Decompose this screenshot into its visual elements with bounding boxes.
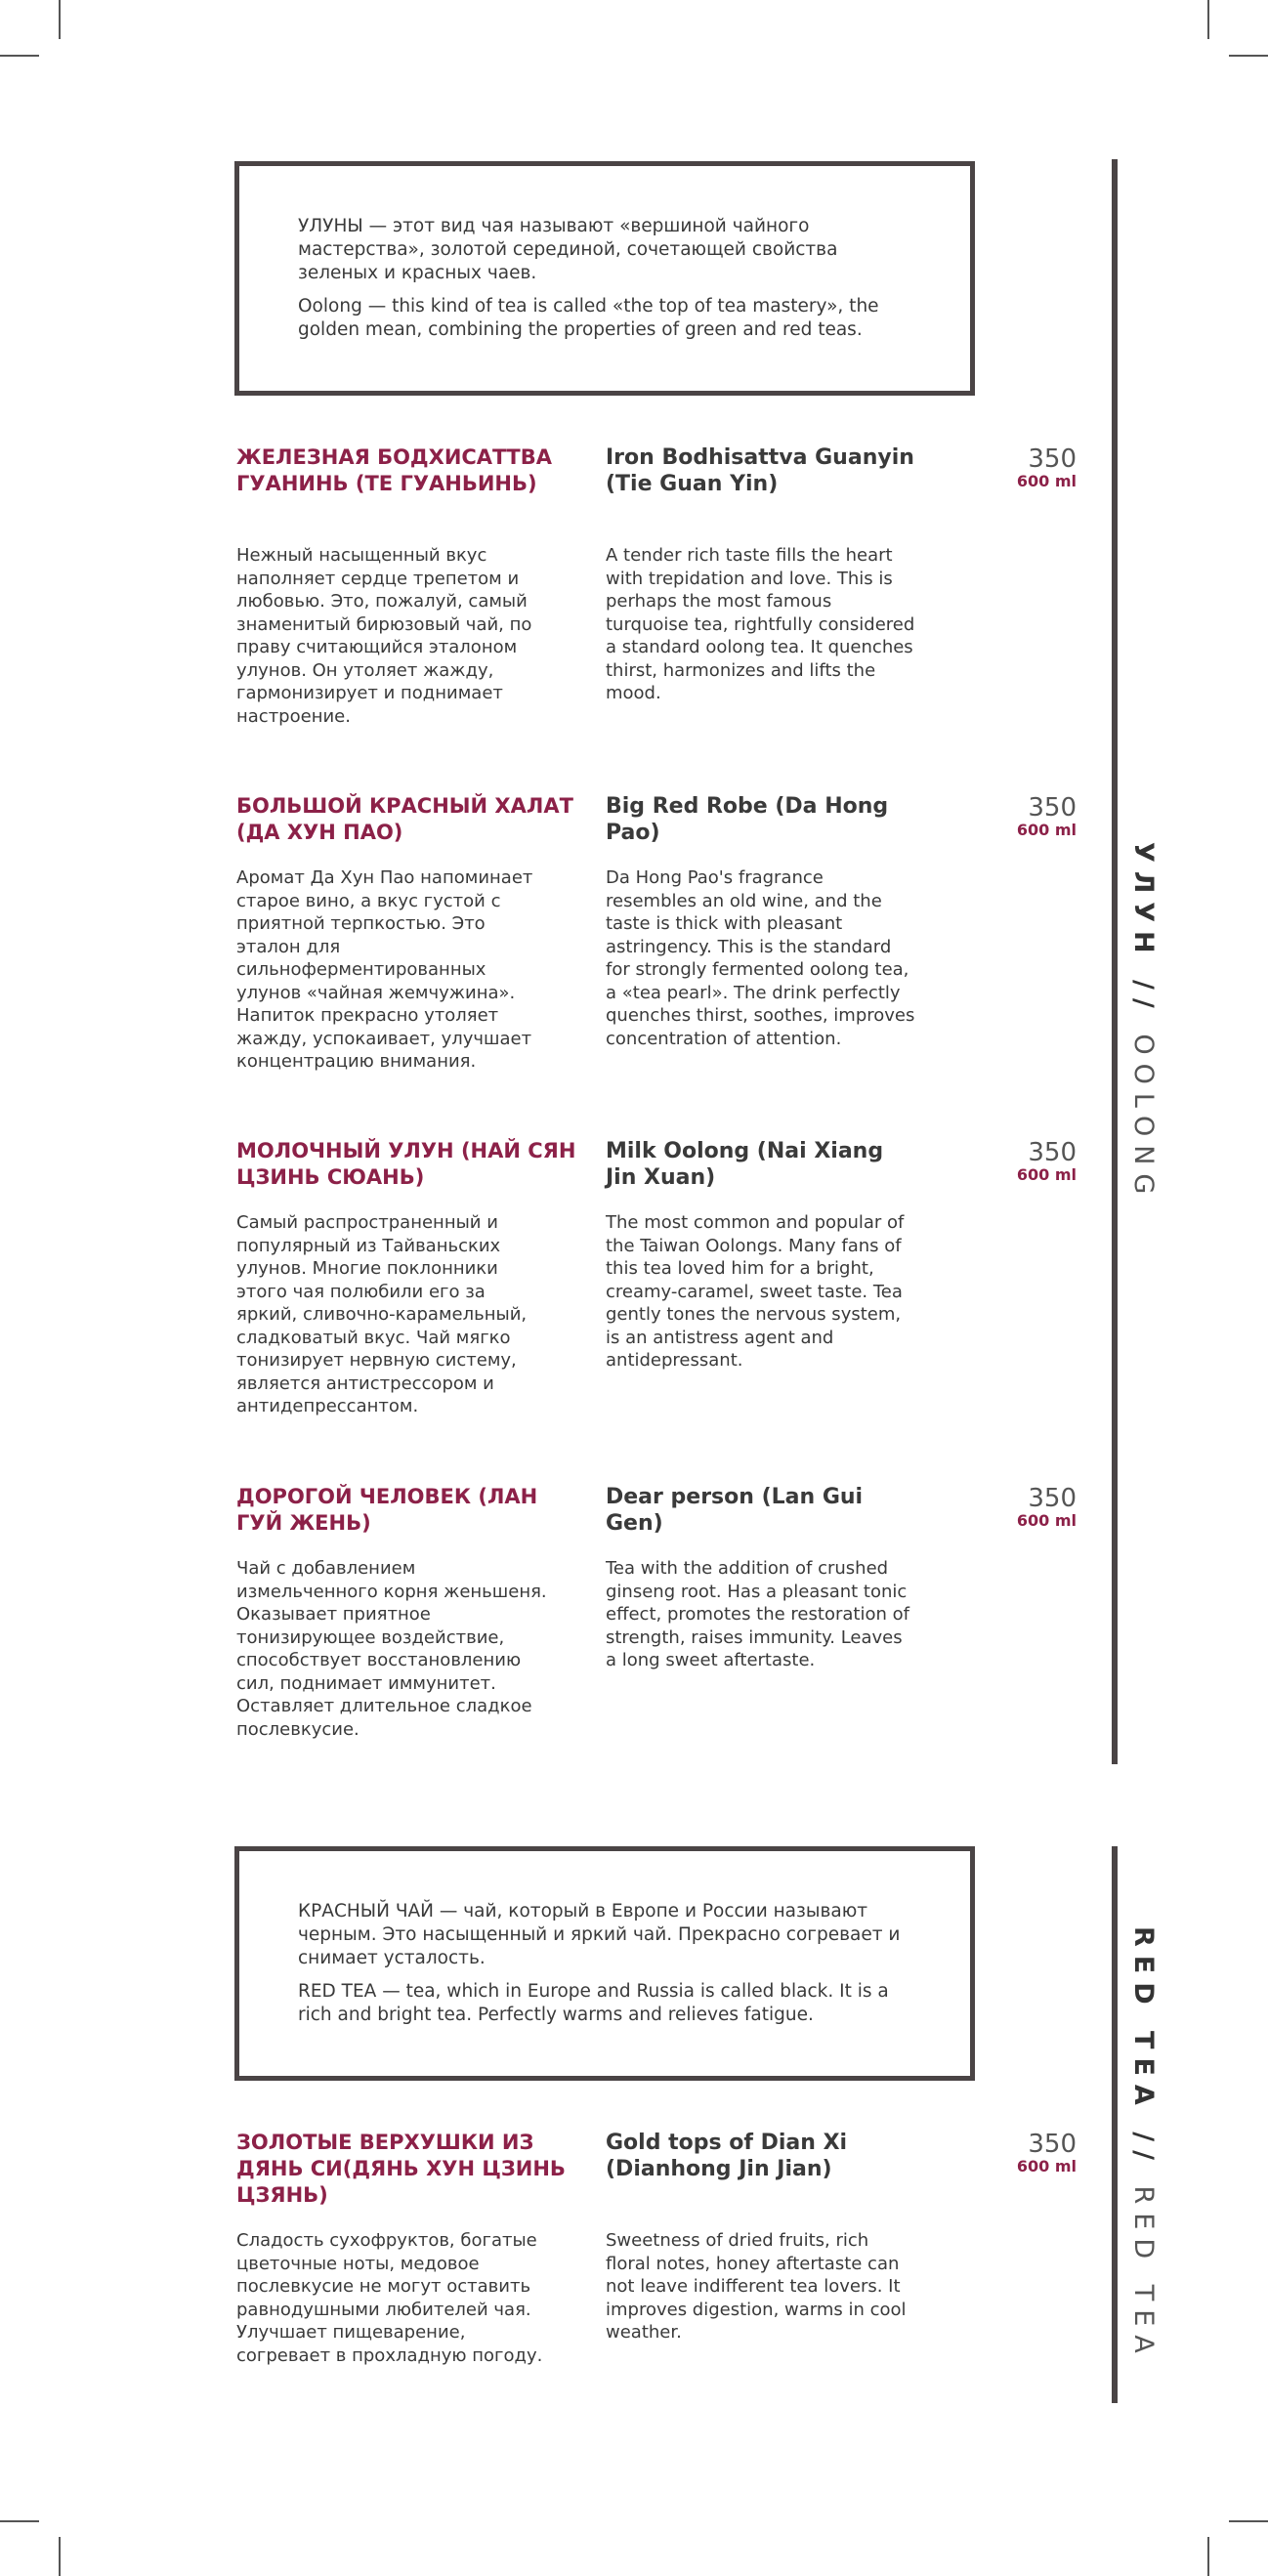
crop-mark (59, 0, 61, 39)
item-desc-ru: Аромат Да Хун Пао напоминает старое вино, а вкус густой с приятной терпкостью. Это эталон для сильноферментированных улунов «чайная жемчужина». Напиток прекрасно утоляет жажду, успокаивает, улучшает концентрацию внимания. (236, 867, 533, 1072)
red-tea-label-bold: RED TEA // (1128, 1926, 1159, 2169)
item-desc-ru: Самый распространенный и популярный из Тайваньских улунов. Многие поклонники этого чая полюбили его за яркий, сливочно-карамельный, сладковатый вкус. Чай мягко тонизирует нервную систему, является антистрессором и антидепрессантом. (236, 1212, 528, 1416)
oolong-intro-ru: УЛУНЫ — этот вид чая называют «вершиной чайного мастерства», золотой серединой, сочетающей свойства зеленых и красных чаев. (298, 216, 838, 283)
menu-item (236, 444, 1077, 757)
red-tea-intro-en: RED TEA — tea, which in Europe and Russia is called black. It is a rich and bright tea. Perfectly warms and relieves fatigue. (298, 1981, 889, 2025)
item-volume: 600 ml (1016, 2157, 1077, 2175)
red-tea-intro-ru: КРАСНЫЙ ЧАЙ — чай, который в Европе и России называют черным. Это насыщенный и яркий чай. Прекрасно согревает и снимает усталость. (298, 1901, 901, 1968)
item-desc-en: Tea with the addition of crushed ginseng root. Has a pleasant tonic effect, promotes the restoration of strength, raises immunity. Leaves a long sweet aftertaste. (606, 1558, 909, 1670)
red-tea-intro-box (234, 1846, 975, 2081)
item-volume: 600 ml (1016, 1511, 1077, 1530)
menu-item (236, 793, 1077, 1106)
red-tea-label-thin: RED TEA (1128, 2185, 1159, 2362)
crop-mark (0, 2520, 39, 2522)
menu-item (236, 1484, 1077, 1777)
oolong-side-bar (1112, 159, 1118, 1764)
item-volume: 600 ml (1016, 472, 1077, 490)
item-title-ru: ЗОЛОТЫЕ ВЕРХУШКИ ИЗ ДЯНЬ СИ(ДЯНЬ ХУН ЦЗИНЬ ЦЗЯНЬ) (236, 2131, 566, 2207)
crop-mark (1207, 2537, 1209, 2576)
item-volume: 600 ml (1016, 821, 1077, 839)
item-volume: 600 ml (1016, 1165, 1077, 1184)
item-title-en: Iron Bodhisattva Guanyin (Tie Guan Yin) (606, 445, 914, 496)
oolong-side-label (1128, 842, 1159, 1203)
item-title-ru: ЖЕЛЕЗНАЯ БОДХИСАТТВА ГУАНИНЬ (ТЕ ГУАНЬИНЬ) (236, 445, 552, 495)
oolong-intro-en: Oolong — this kind of tea is called «the top of tea mastery», the golden mean, combining the properties of green and red teas. (298, 296, 879, 340)
red-tea-side-label (1128, 1926, 1159, 2362)
crop-mark (1207, 0, 1209, 39)
item-desc-ru: Сладость сухофруктов, богатые цветочные ноты, медовое послевкусие не могут оставить равнодушными любителей чая. Улучшает пищеварение, согревает в прохладную погоду. (236, 2230, 543, 2366)
item-title-en: Gold tops of Dian Xi (Dianhong Jin Jian) (606, 2131, 848, 2181)
item-price: 350 (1028, 793, 1077, 823)
item-title-ru: ДОРОГОЙ ЧЕЛОВЕК (ЛАН ГУЙ ЖЕНЬ) (236, 1485, 538, 1535)
oolong-intro-box (234, 161, 975, 396)
item-desc-ru: Чай с добавлением измельченного корня женьшеня. Оказывает приятное тонизирующее воздействие, способствует восстановлению сил, поднимает иммунитет. Оставляет длительное сладкое послевкусие. (236, 1558, 547, 1740)
crop-mark (1229, 55, 1268, 57)
crop-mark (0, 55, 39, 57)
crop-mark (59, 2537, 61, 2576)
item-title-en: Big Red Robe (Da Hong Pao) (606, 794, 889, 845)
menu-item (236, 1138, 1077, 1451)
oolong-label-bold: УЛУН // (1128, 842, 1159, 1017)
item-price: 350 (1028, 1484, 1077, 1513)
item-title-en: Milk Oolong (Nai Xiang Jin Xuan) (606, 1139, 884, 1190)
item-desc-en: Sweetness of dried fruits, rich floral notes, honey aftertaste can not leave indifferent tea lovers. It improves digestion, warms in cool weather. (606, 2230, 907, 2343)
item-desc-ru: Нежный насыщенный вкус наполняет сердце трепетом и любовью. Это, пожалуй, самый знаменитый бирюзовый чай, по праву считающийся эталоном улунов. Он утоляет жажду, гармонизирует и поднимает настроение. (236, 545, 532, 727)
item-title-en: Dear person (Lan Gui Gen) (606, 1485, 864, 1536)
item-desc-en: The most common and popular of the Taiwan Oolongs. Many fans of this tea loved him for a bright, creamy-caramel, sweet taste. Tea gently tones the nervous system, is an antistress agent and antidepressant. (606, 1212, 905, 1371)
item-title-ru: МОЛОЧНЫЙ УЛУН (НАЙ СЯН ЦЗИНЬ СЮАНЬ) (236, 1139, 576, 1189)
item-title-ru: БОЛЬШОЙ КРАСНЫЙ ХАЛАТ (ДА ХУН ПАО) (236, 794, 573, 844)
item-desc-en: Da Hong Pao's fragrance resembles an old wine, and the taste is thick with pleasant astringency. This is the standard for strongly fermented oolong tea, a «tea pearl». The drink perfectly quenches thirst, soothes, improves concentration of attention. (606, 867, 915, 1049)
item-price: 350 (1028, 2130, 1077, 2159)
crop-mark (1229, 2520, 1268, 2522)
item-desc-en: A tender rich taste fills the heart with trepidation and love. This is perhaps the most famous turquoise tea, rightfully considered a standard oolong tea. It quenches thirst, harmonizes and lifts the mood. (606, 545, 915, 703)
menu-item (236, 2130, 1077, 2423)
item-price: 350 (1028, 444, 1077, 474)
item-price: 350 (1028, 1138, 1077, 1167)
oolong-label-thin: OOLONG (1128, 1034, 1159, 1204)
red-tea-side-bar (1112, 1846, 1118, 2403)
